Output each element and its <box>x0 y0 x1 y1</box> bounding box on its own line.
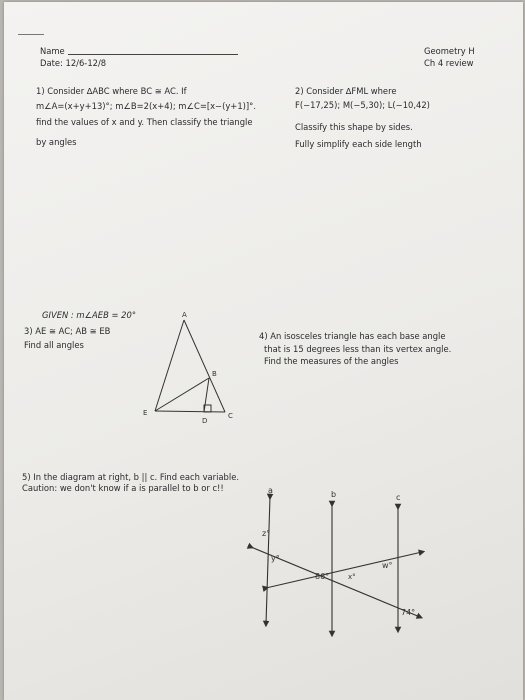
worksheet-page <box>4 2 523 700</box>
label-z: z° <box>262 529 271 538</box>
problem-1-line-1: 1) Consider ∆ABC where BC ≅ AC. If <box>36 86 187 96</box>
course-title: Geometry H <box>424 46 475 56</box>
problem-4-line-2: that is 15 degrees less than its vertex angle. <box>264 344 452 354</box>
problem-5-parallel-lines-figure <box>4 2 523 700</box>
problem-2-line-4: Fully simplify each side length <box>295 139 422 149</box>
problem-3-line-1: 3) AE ≅ AC; AB ≅ EB <box>24 326 111 336</box>
problem-4-line-3: Find the measures of the angles <box>264 356 399 366</box>
label-74: 74° <box>401 608 416 617</box>
problem-1-line-4: by angles <box>36 137 77 147</box>
problem-2-line-2: F(−17,25); M(−5,30); L(−10,42) <box>295 100 430 110</box>
label-b: B <box>212 370 217 378</box>
label-a: A <box>182 311 187 319</box>
date-label: Date: 12/6-12/8 <box>40 58 107 68</box>
label-c: C <box>228 412 233 420</box>
transversal-2 <box>266 552 422 588</box>
problem-4-line-1: 4) An isosceles triangle has each base angle <box>259 331 446 341</box>
unit-title: Ch 4 review <box>424 58 474 68</box>
label-e: E <box>143 409 148 417</box>
problem-1-line-3: find the values of x and y. Then classify the triangle <box>36 117 253 127</box>
label-x: x° <box>348 573 356 581</box>
label-w: w° <box>382 561 393 570</box>
label-d: D <box>202 417 208 425</box>
problem-5-line-1: 5) In the diagram at right, b || c. Find each variable. <box>22 472 240 482</box>
label-line-c: c <box>396 493 401 502</box>
problem-2-line-3: Classify this shape by sides. <box>295 122 413 132</box>
problem-2-line-1: 2) Consider ∆FML where <box>295 86 397 96</box>
label-86: 86° <box>315 572 330 581</box>
name-label: Name <box>40 46 65 56</box>
problem-3-given: GIVEN : m∠AEB = 20° <box>42 310 137 320</box>
label-line-a: a <box>268 486 273 495</box>
line-a <box>266 497 270 624</box>
problem-5-line-2: Caution: we don't know if a is parallel to b or c!! <box>22 483 224 493</box>
problem-3-line-2: Find all angles <box>24 340 84 350</box>
label-line-b: b <box>331 490 337 499</box>
label-y: y° <box>271 554 280 563</box>
problem-1-line-2: m∠A=(x+y+13)°; m∠B=2(x+4); m∠C=[x−(y+1)]°. <box>36 101 257 111</box>
